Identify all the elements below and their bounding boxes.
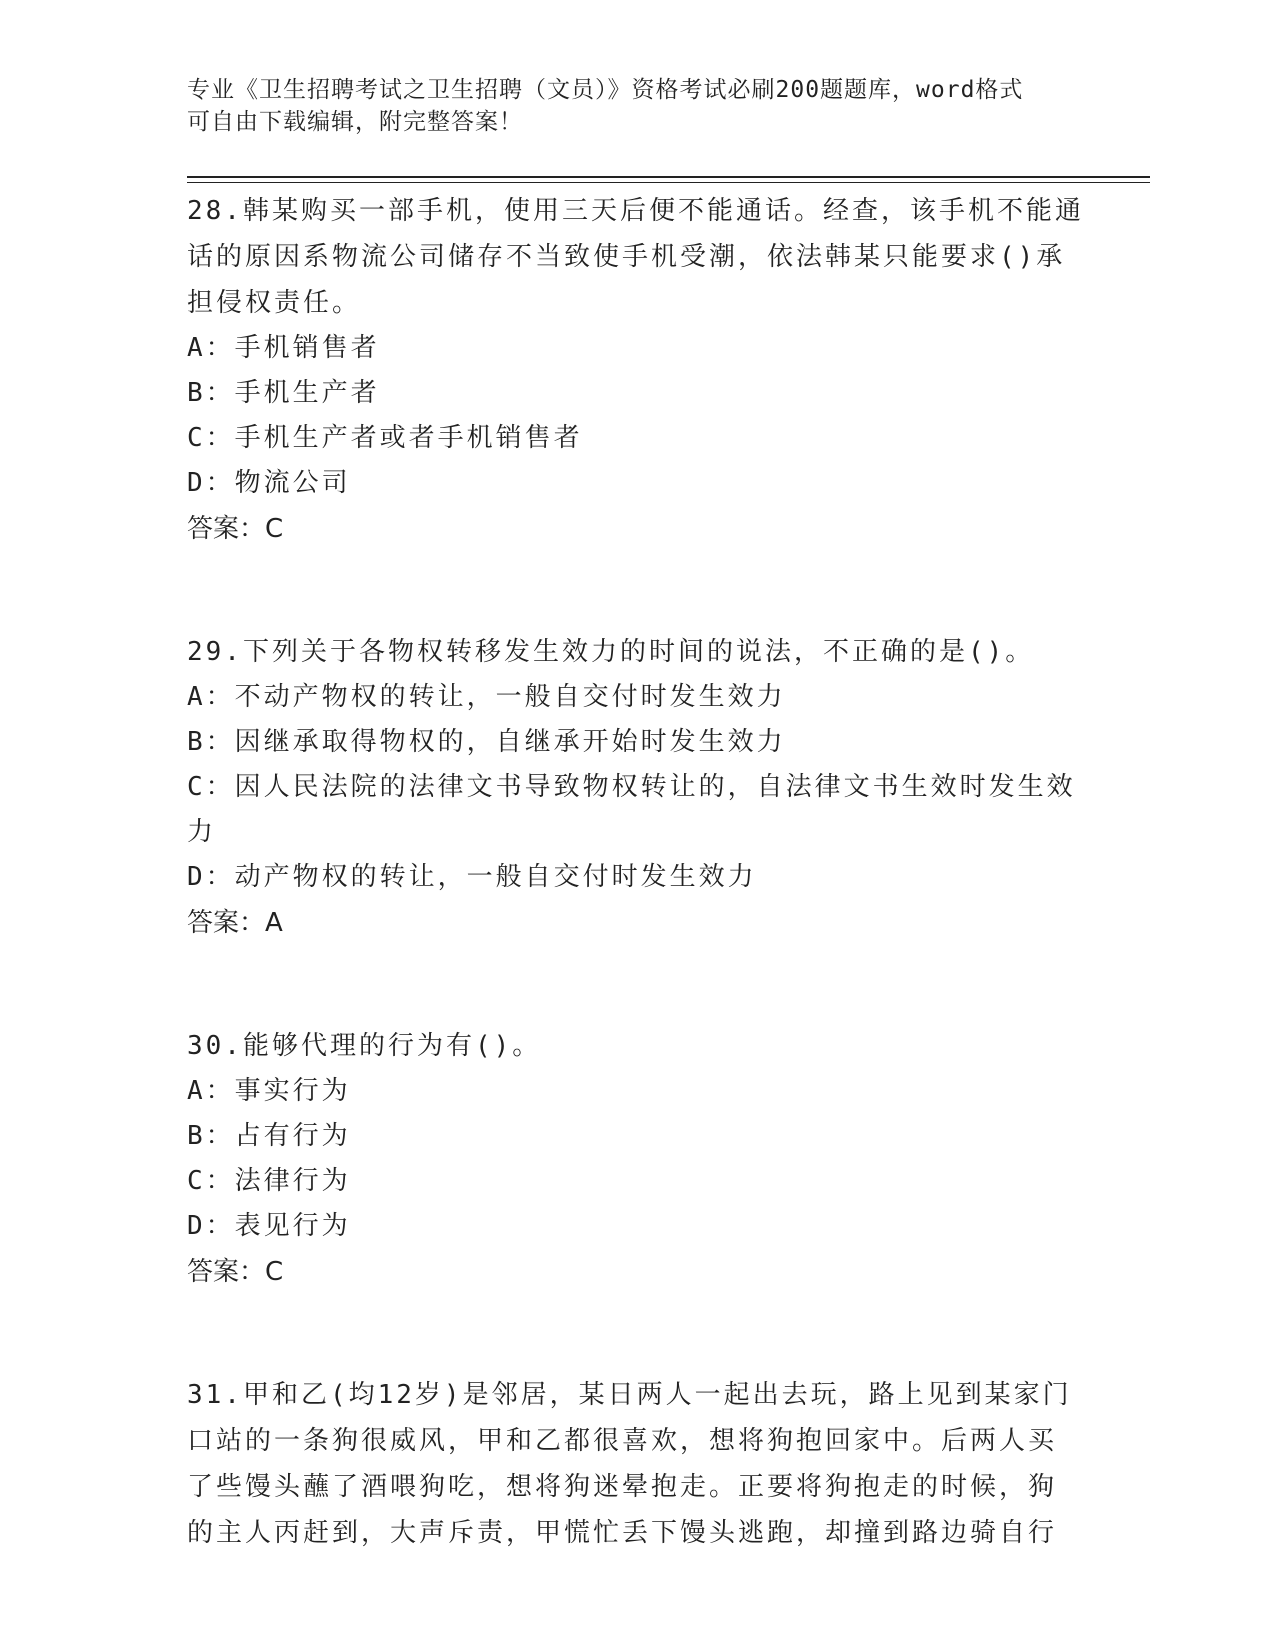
question-spacer [187,946,1087,1023]
question-text: 了些馒头蘸了酒喂狗吃，想将狗迷晕抱走。正要将狗抱走的时候，狗 [187,1472,1058,1502]
option-b: B：因继承取得物权的，自继承开始时发生效力 [187,727,786,757]
question-list [187,188,1087,1556]
question-text: 30.能够代理的行为有()。 [187,1031,542,1061]
question-text: 31.甲和乙(均12岁)是邻居，某日两人一起出去玩，路上见到某家门 [187,1380,1072,1410]
question-text: 担侵权责任。 [187,288,362,318]
option-b: B：占有行为 [187,1121,351,1151]
option-a: A：手机销售者 [187,333,380,363]
question-text: 口站的一条狗很威风，甲和乙都很喜欢，想将狗抱回家中。后两人买 [187,1426,1058,1456]
option-c-continued: 力 [187,817,217,847]
option-d: D：动产物权的转让，一般自交付时发生效力 [187,862,757,892]
question-spacer [187,1295,1087,1372]
question-29 [187,629,1087,946]
option-d: D：物流公司 [187,468,351,498]
question-spacer [187,552,1087,629]
option-a: A：事实行为 [187,1076,351,1106]
question-text: 29.下列关于各物权转移发生效力的时间的说法，不正确的是()。 [187,637,1035,667]
header-divider-thick [187,176,1150,178]
document-header [187,74,1087,138]
question-31 [187,1372,1087,1556]
header-line: 专业《卫生招聘考试之卫生招聘（文员）》资格考试必刷200题题库，word格式 [187,77,1024,103]
option-a: A：不动产物权的转让，一般自交付时发生效力 [187,682,786,712]
option-c: C：因人民法院的法律文书导致物权转让的，自法律文书生效时发生效 [187,772,1076,802]
option-d: D：表见行为 [187,1211,351,1241]
option-c: C：手机生产者或者手机销售者 [187,423,583,453]
question-28 [187,188,1087,552]
option-b: B：手机生产者 [187,378,380,408]
answer-label: 答案：A [187,908,283,938]
header-divider-thin [187,182,1150,183]
question-30 [187,1023,1087,1295]
header-line: 可自由下载编辑，附完整答案！ [187,109,523,135]
answer-label: 答案：C [187,1257,284,1287]
question-text: 话的原因系物流公司储存不当致使手机受潮，依法韩某只能要求()承 [187,242,1066,272]
question-text: 的主人丙赶到，大声斥责，甲慌忙丢下馒头逃跑，却撞到路边骑自行 [187,1518,1058,1548]
answer-label: 答案：C [187,514,284,544]
question-text: 28.韩某购买一部手机，使用三天后便不能通话。经查，该手机不能通 [187,196,1084,226]
option-c: C：法律行为 [187,1166,351,1196]
